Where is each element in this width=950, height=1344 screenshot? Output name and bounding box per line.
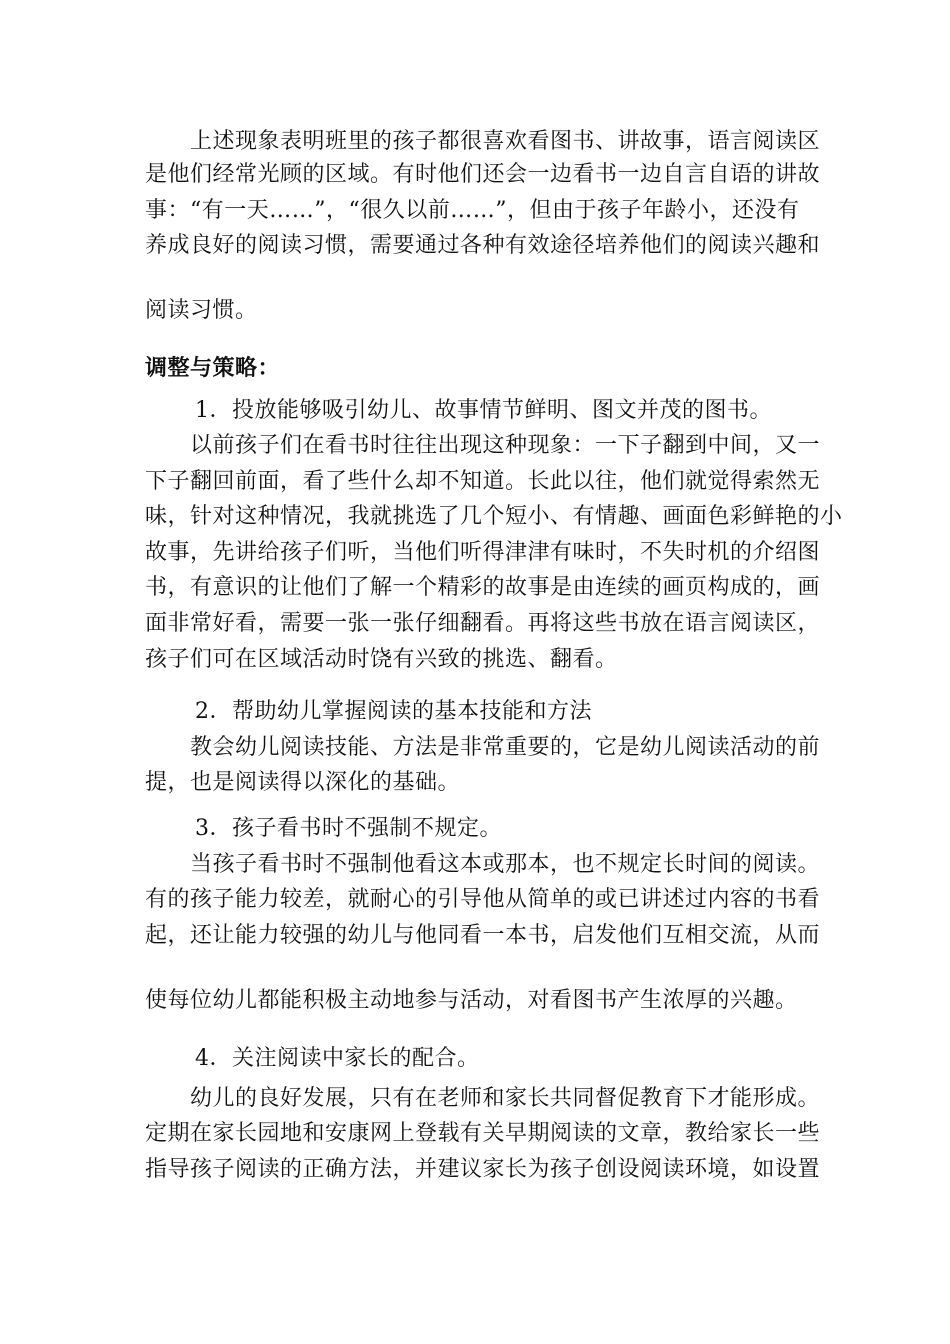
paragraph-3-line-1: 教会幼儿阅读技能、方法是非常重要的，它是幼儿阅读活动的前 xyxy=(190,735,821,760)
paragraph-5-line-3: 指导孩子阅读的正确方法，并建议家长为孩子创设阅读环境，如设置 xyxy=(145,1157,821,1182)
paragraph-2-line-6: 面非常好看，需要一张一张仔细翻看。再将这些书放在语言阅读区， xyxy=(145,611,821,636)
paragraph-2-line-3: 味，针对这种情况，我就挑选了几个短小、有情趣、画面色彩鲜艳的小 xyxy=(145,504,843,529)
paragraph-2-line-5: 书，有意识的让他们了解一个精彩的故事是由连续的画页构成的，画 xyxy=(145,575,821,600)
paragraph-4-line-1: 当孩子看书时不强制他看这本或那本，也不规定长时间的阅读。 xyxy=(190,852,821,877)
paragraph-2-line-7: 孩子们可在区域活动时饶有兴致的挑选、翻看。 xyxy=(145,647,618,672)
paragraph-4-line-2: 有的孩子能力较差，就耐心的引导他从简单的或已讲述过内容的书看 xyxy=(145,887,821,912)
paragraph-2-line-1: 以前孩子们在看书时往往出现这种现象：一下子翻到中间，又一 xyxy=(190,433,821,458)
paragraph-1-line-2: 是他们经常光顾的区域。有时他们还会一边看书一边自言自语的讲故 xyxy=(145,162,821,187)
paragraph-4-line-3: 起，还让能力较强的幼儿与他同看一本书，启发他们互相交流，从而 xyxy=(145,923,821,948)
list-item-3: 3．孩子看书时不强制不规定。 xyxy=(195,816,502,841)
paragraph-2-line-2: 下子翻回前面，看了些什么却不知道。长此以往，他们就觉得索然无 xyxy=(145,469,821,494)
paragraph-5-line-1: 幼儿的良好发展，只有在老师和家长共同督促教育下才能形成。 xyxy=(190,1086,821,1111)
section-heading: 调整与策略： xyxy=(145,355,281,381)
paragraph-1-line-4: 养成良好的阅读习惯，需要通过各种有效途径培养他们的阅读兴趣和 xyxy=(145,233,821,258)
paragraph-1-line-5: 阅读习惯。 xyxy=(145,298,258,323)
paragraph-5-line-2: 定期在家长园地和安康网上登载有关早期阅读的文章，教给家长一些 xyxy=(145,1121,821,1146)
paragraph-1-line-3: 事：“有一天……”，“很久以前……”，但由于孩子年龄小，还没有 xyxy=(145,198,800,223)
paragraph-4-line-4: 使每位幼儿都能积极主动地参与活动，对看图书产生浓厚的兴趣。 xyxy=(145,988,798,1013)
list-item-1: 1．投放能够吸引幼儿、故事情节鲜明、图文并茂的图书。 xyxy=(195,398,772,423)
list-item-2: 2．帮助幼儿掌握阅读的基本技能和方法 xyxy=(195,699,592,724)
paragraph-2-line-4: 故事，先讲给孩子们听，当他们听得津津有味时，不失时机的介绍图 xyxy=(145,540,821,565)
paragraph-3-line-2: 提，也是阅读得以深化的基础。 xyxy=(145,770,461,795)
list-item-4: 4．关注阅读中家长的配合。 xyxy=(195,1046,480,1071)
paragraph-1-line-1: 上述现象表明班里的孩子都很喜欢看图书、讲故事，语言阅读区 xyxy=(190,129,821,154)
